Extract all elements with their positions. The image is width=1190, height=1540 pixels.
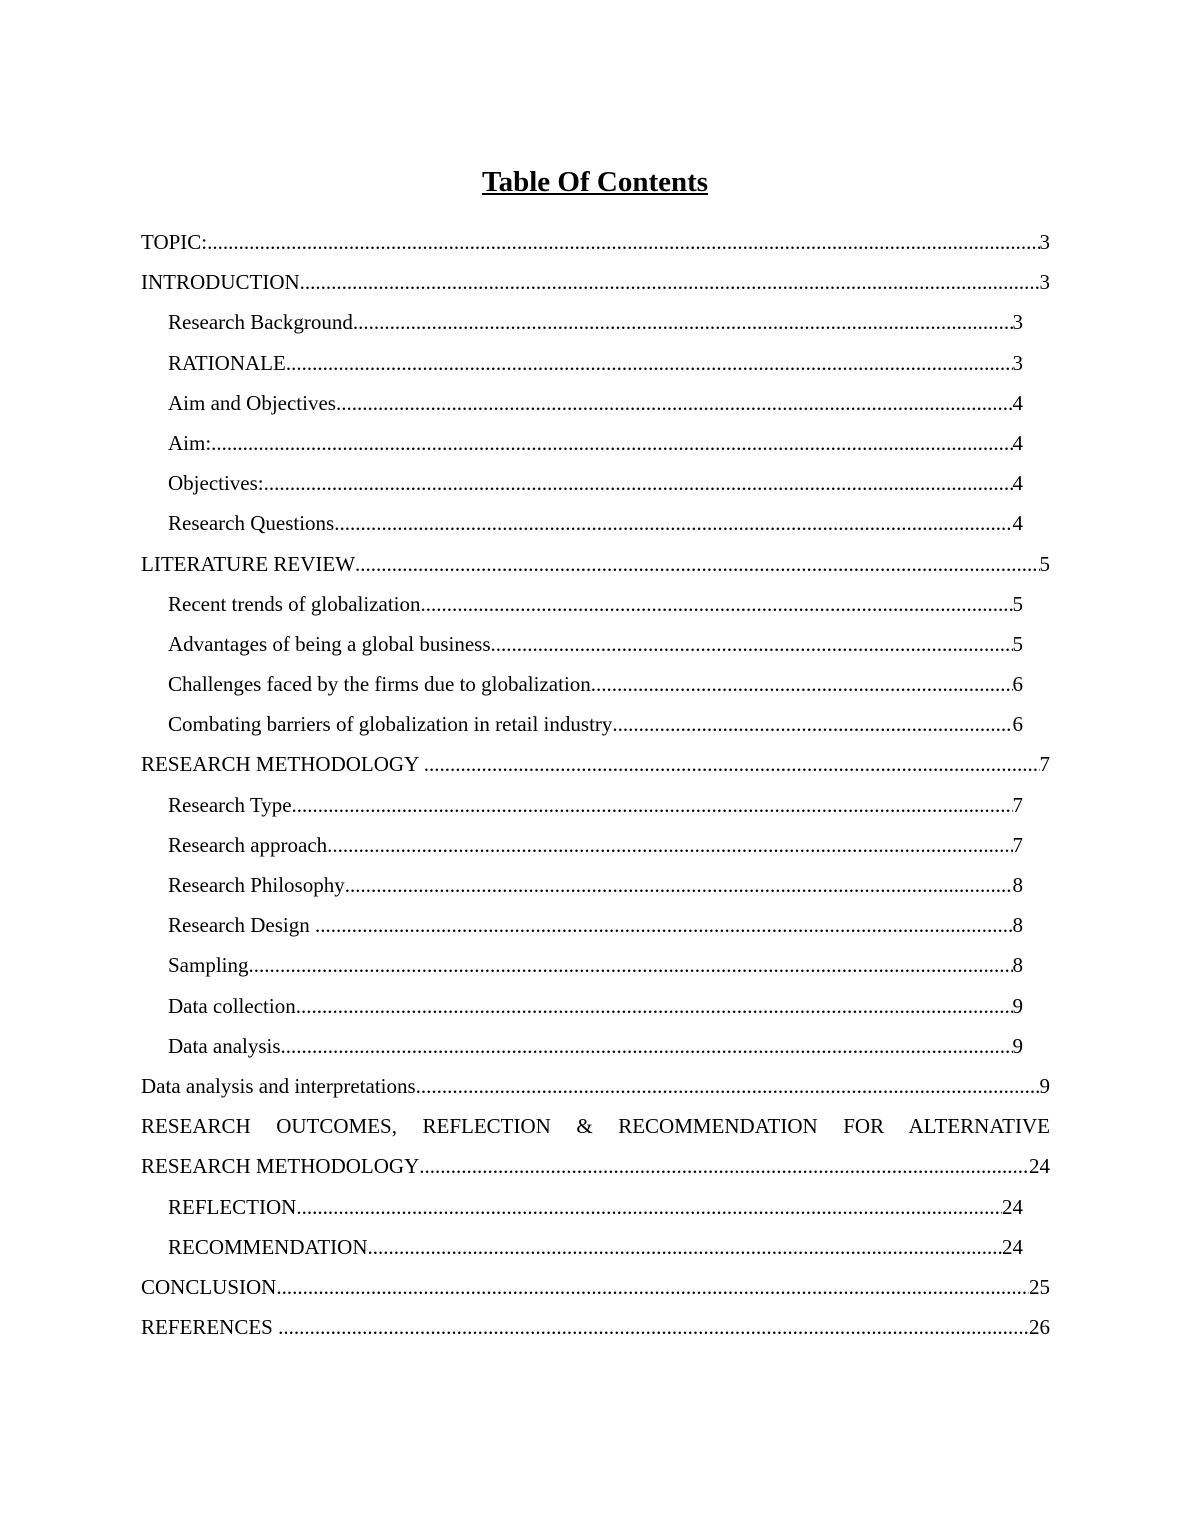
toc-leader-dots [345,865,1013,905]
toc-entry-page: 7 [1012,832,1023,857]
toc-entry-label: Aim: [168,430,212,455]
toc-leader-dots [421,584,1013,624]
toc-leader-dots [591,664,1013,704]
toc-leader-dots [281,1026,1013,1066]
toc-entry-label: Research Philosophy [168,873,345,897]
toc-leader-dots [612,704,1012,744]
toc-entry-label: Research Questions [168,511,335,536]
toc-entry-label: INTRODUCTION [141,270,300,295]
toc-entry-advantages[interactable] [168,624,1023,664]
toc-entry-page: 6 [1012,672,1023,697]
toc-entry-page: 6 [1012,712,1023,737]
toc-leader-dots [315,905,1013,945]
toc-entry-references[interactable] [141,1307,1050,1347]
toc-entry-data-analysis[interactable] [168,1026,1023,1066]
toc-leader-dots [491,624,1013,664]
toc-entry-page: 4 [1012,511,1023,536]
toc-entry-literature-review[interactable] [141,544,1050,584]
toc-entry-label: Sampling [168,953,249,978]
toc-entry-research-questions[interactable] [168,503,1023,543]
toc-entry-label: Objectives: [168,471,264,496]
toc-entry-page: 24 [1002,1234,1023,1259]
toc-entry-page: 3 [1012,310,1023,335]
toc-entry-label: RATIONALE [168,350,286,375]
toc-entry-page: 5 [1012,631,1023,656]
toc-entry-label: REFERENCES [141,1315,279,1340]
toc-entry-research-design[interactable] [168,905,1023,945]
toc-entry-rationale[interactable] [168,343,1023,383]
toc-entry-label: Data analysis and interpretations [141,1073,416,1098]
toc-entry-data-analysis-interpretations[interactable] [141,1066,1050,1106]
toc-entry-reflection[interactable] [168,1187,1023,1227]
toc-leader-dots [211,423,1012,463]
toc-entry-label: Research Background [168,310,353,335]
toc-leader-dots [355,544,1039,584]
toc-entry-research-philosophy[interactable] [168,865,1023,905]
toc-leader-dots [353,302,1013,342]
toc-title: Table Of Contents [481,166,709,198]
toc-entry-label: Advantages of being a global business [168,631,491,656]
toc-entry-conclusion[interactable] [141,1267,1050,1307]
toc-entry-page: 25 [1029,1274,1050,1299]
toc-leader-dots [334,503,1012,543]
toc-entry-label: LITERATURE REVIEW [141,551,356,576]
toc-entry-page: 24 [1029,1154,1050,1179]
toc-leader-dots [249,945,1013,985]
toc-leader-dots [207,222,1039,262]
toc-entry-page: 8 [1012,953,1023,978]
toc-entry-page: 5 [1012,591,1023,616]
toc-entry-research-approach[interactable] [168,825,1023,865]
toc-entry-page: 4 [1012,471,1023,496]
toc-leader-dots [276,1267,1029,1307]
toc-entry-research-outcomes-line2[interactable] [141,1146,1050,1186]
toc-leader-dots [278,1307,1029,1347]
toc-entry-aim[interactable] [168,423,1023,463]
toc-entry-label: RESEARCH METHODOLOGY [141,1154,420,1179]
toc-entry-page: 4 [1012,390,1023,415]
toc-entry-label: Aim and Objectives [168,390,336,415]
toc-entry-label: RECOMMENDATION [168,1234,368,1259]
toc-leader-dots [424,744,1040,784]
toc-entry-page: 3 [1039,270,1050,295]
toc-entry-label: Challenges faced by the firms due to globalization [168,672,591,697]
toc-entry-label: TOPIC: [141,230,208,254]
toc-entry-sampling[interactable] [168,945,1023,985]
toc-leader-dots [416,1066,1040,1106]
toc-entry-data-collection[interactable] [168,986,1023,1026]
toc-entry-label: REFLECTION [168,1194,297,1219]
toc-entry-research-type[interactable] [168,785,1023,825]
toc-leader-dots [419,1146,1029,1186]
toc-leader-dots [296,986,1013,1026]
toc-entry-label: Data collection [168,993,296,1018]
toc-entry-label: Research Design [168,913,315,938]
toc-entry-recommendation[interactable] [168,1227,1023,1267]
toc-leader-dots [286,343,1013,383]
toc-entry-aim-and-objectives[interactable] [168,383,1023,423]
toc-leader-dots [264,463,1013,503]
toc-entry-label: Combating barriers of globalization in retail industry [168,712,613,737]
toc-leader-dots [336,383,1013,423]
toc-entry-page: 9 [1012,993,1023,1018]
toc-leader-dots [296,1187,1002,1227]
toc-entry-page: 8 [1012,913,1023,938]
toc-entry-label: RESEARCH METHODOLOGY [141,752,424,777]
toc-entry-page: 4 [1012,430,1023,455]
toc-entry-page: 5 [1039,551,1050,576]
toc-entry-page: 8 [1012,873,1023,897]
toc-entry-label: Research approach [168,832,328,857]
toc-entry-page: 3 [1039,230,1050,254]
toc-entry-research-background[interactable] [168,302,1023,342]
toc-entry-label: Research Type [168,792,292,817]
toc-entry-research-methodology[interactable] [141,744,1050,784]
toc-leader-dots [368,1227,1003,1267]
toc-entry-research-outcomes-line1[interactable] [141,1106,1050,1146]
toc-entry-label: CONCLUSION [141,1274,277,1299]
toc-leader-dots [300,262,1040,302]
toc-leader-dots [292,785,1013,825]
toc-list [141,222,1050,1347]
toc-entry-page: 7 [1012,792,1023,817]
toc-entry-page: 24 [1002,1194,1023,1219]
toc-entry-objectives[interactable] [168,463,1023,503]
toc-entry-page: 7 [1039,752,1050,777]
toc-entry-challenges[interactable] [168,664,1023,704]
toc-entry-combating-barriers[interactable] [168,704,1023,744]
toc-entry-page: 3 [1012,350,1023,375]
toc-entry-topic[interactable] [141,222,1050,262]
toc-entry-page: 9 [1039,1073,1050,1098]
toc-entry-page: 9 [1012,1033,1023,1058]
toc-entry-page: 26 [1029,1315,1050,1340]
toc-entry-label: Recent trends of globalization [168,591,421,616]
toc-leader-dots [327,825,1012,865]
toc-entry-recent-trends[interactable] [168,584,1023,624]
toc-entry-label: RESEARCH OUTCOMES, REFLECTION & RECOMMENDATION FOR ALTERNATIVE [141,1114,1050,1139]
toc-entry-label: Data analysis [168,1033,281,1058]
toc-entry-introduction[interactable] [141,262,1050,302]
